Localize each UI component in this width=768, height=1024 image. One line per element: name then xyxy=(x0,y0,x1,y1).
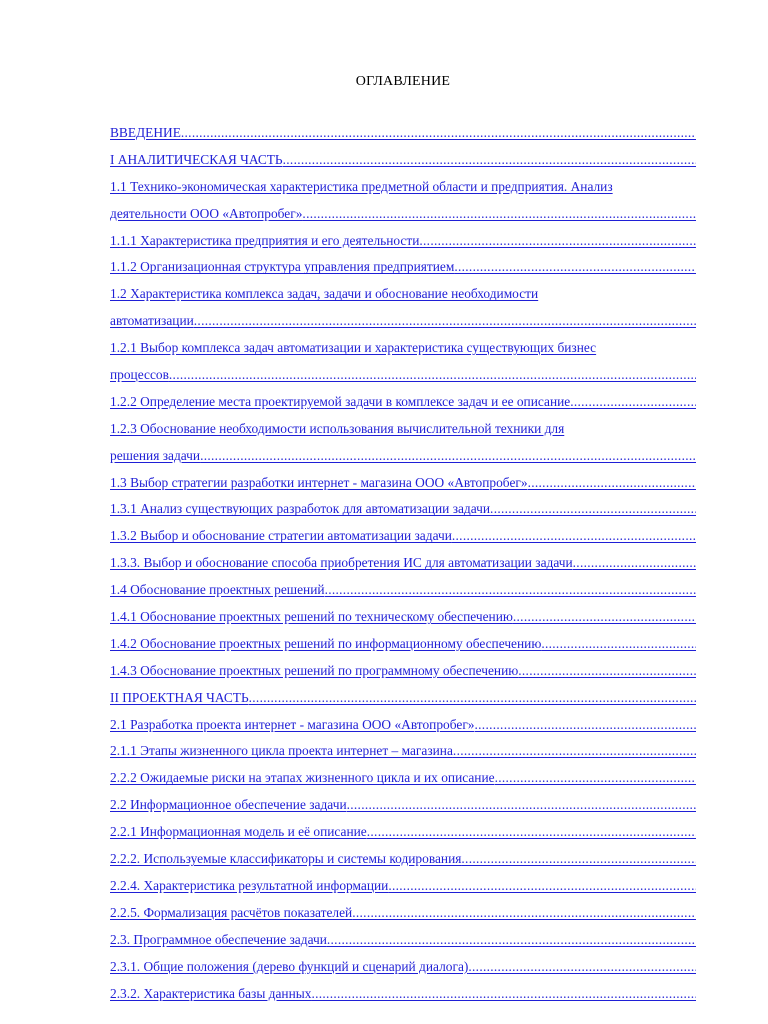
toc-entry-link[interactable] xyxy=(110,819,696,846)
toc-entry-link[interactable] xyxy=(110,981,696,1008)
toc-entry-text: 2.3.1. Общие положения (дерево функций и сценарий диалога) xyxy=(110,958,469,974)
toc-entry-text: 2.2.1 Информационная модель и её описание xyxy=(110,824,367,840)
toc-entry-text: 1.2.2 Определение места проектируемой задачи в комплексе задач и ее описание xyxy=(110,393,571,409)
toc-entry-link[interactable] xyxy=(110,362,696,389)
toc-entry-text: автоматизации xyxy=(110,313,194,329)
toc-dot-leader xyxy=(302,201,696,228)
toc-dot-leader xyxy=(461,846,696,873)
toc-entry-link[interactable] xyxy=(110,792,696,819)
toc-dot-leader xyxy=(352,900,696,927)
toc-entry-link[interactable]: 1.2.1 Выбор комплекса задач автоматизации и характеристика существующих бизнес xyxy=(110,340,597,356)
toc-dot-leader xyxy=(495,765,696,792)
toc-entry-link[interactable] xyxy=(110,631,696,658)
toc-entry-text: решения задачи xyxy=(110,447,201,463)
toc-dot-leader xyxy=(454,254,696,281)
toc-entry-text: II ПРОЕКТНАЯ ЧАСТЬ xyxy=(110,689,249,705)
toc-entry-text: 1.4.2 Обоснование проектных решений по информационному обеспечению xyxy=(110,635,542,651)
toc-dot-leader xyxy=(468,954,696,981)
toc-entry-link[interactable] xyxy=(110,308,696,335)
toc-entry-link[interactable] xyxy=(110,954,696,981)
toc-entry-text: ВВЕДЕНИЕ xyxy=(110,125,181,140)
toc-entry-text: 1.4.1 Обоснование проектных решений по техническому обеспечению xyxy=(110,609,513,625)
toc-entry-link[interactable] xyxy=(110,577,696,604)
toc-entry-text: деятельности ООО «Автопробег» xyxy=(110,205,303,221)
toc-entry-text: 1.3.3. Выбор и обоснование способа приобретения ИС для автоматизации задачи xyxy=(110,555,573,571)
toc-entry-link[interactable] xyxy=(110,496,696,523)
toc-entry-link[interactable]: 1.2.3 Обоснование необходимости использования вычислительной техники для xyxy=(110,420,565,436)
toc-entry-link[interactable] xyxy=(110,604,696,631)
toc-entry-text: процессов xyxy=(110,367,169,383)
toc-entry-text: 1.3 Выбор стратегии разработки интернет - магазина ООО «Автопробег» xyxy=(110,474,528,490)
toc-entry-link[interactable] xyxy=(110,550,696,577)
toc-dot-leader xyxy=(181,120,696,147)
toc-entry-link[interactable] xyxy=(110,685,696,712)
toc-entry-text: 2.2.4. Характеристика результатной информации xyxy=(110,877,389,893)
toc-entry-text: 2.2.2. Используемые классификаторы и системы кодирования xyxy=(110,851,462,867)
toc-entry-link[interactable] xyxy=(110,228,696,255)
toc-entry-link[interactable] xyxy=(110,254,696,281)
toc-entry-link[interactable] xyxy=(110,765,696,792)
toc-entry-text: 2.2.2 Ожидаемые риски на этапах жизненного цикла и их описание xyxy=(110,770,495,786)
toc-dot-leader xyxy=(169,362,696,389)
toc-dot-leader xyxy=(573,550,696,577)
toc-dot-leader xyxy=(327,927,696,954)
toc-entry-link[interactable] xyxy=(110,846,696,873)
toc-dot-leader xyxy=(367,819,696,846)
toc-entry-text: 1.3.2 Выбор и обоснование стратегии автоматизации задачи xyxy=(110,528,452,544)
toc-entry-text: 1.4 Обоснование проектных решений xyxy=(110,582,325,598)
toc-entry-link[interactable] xyxy=(110,712,696,739)
toc-entry-link[interactable] xyxy=(110,470,696,497)
toc-dot-leader xyxy=(570,389,696,416)
toc-entry-link[interactable] xyxy=(110,658,696,685)
toc-dot-leader xyxy=(194,308,696,335)
toc-entry-link[interactable] xyxy=(110,927,696,954)
toc-entry-text: 2.1.1 Этапы жизненного цикла проекта интернет – магазина xyxy=(110,743,453,759)
toc-entry-text: 1.3.1 Анализ существующих разработок для автоматизации задачи xyxy=(110,501,491,517)
toc-entry-link[interactable] xyxy=(110,389,696,416)
toc-entry-link[interactable] xyxy=(110,523,696,550)
toc-entry-text: 1.1.2 Организационная структура управления предприятием xyxy=(110,259,455,275)
toc-entry-link[interactable] xyxy=(110,738,696,765)
toc-entry-link[interactable] xyxy=(110,120,696,147)
toc-entry-text: 2.3. Программное обеспечение задачи xyxy=(110,931,327,947)
toc-entry-text: 2.1 Разработка проекта интернет - магазина ООО «Автопробег» xyxy=(110,716,475,732)
toc-heading: ОГЛАВЛЕНИЕ xyxy=(355,74,451,89)
toc-entry-link[interactable]: 1.2 Характеристика комплекса задач, задачи и обоснование необходимости xyxy=(110,286,539,302)
toc-dot-leader xyxy=(325,577,696,604)
toc-dot-leader xyxy=(528,470,696,497)
toc-entry-link[interactable] xyxy=(110,147,696,174)
toc-dot-leader xyxy=(541,631,696,658)
toc-dot-leader xyxy=(475,712,696,739)
toc-entry-text: 1.4.3 Обоснование проектных решений по программному обеспечению xyxy=(110,662,519,678)
toc-dot-leader xyxy=(490,496,696,523)
toc-entry-text: I АНАЛИТИЧЕСКАЯ ЧАСТЬ xyxy=(110,151,283,167)
toc-entry-link[interactable] xyxy=(110,443,696,470)
toc-dot-leader xyxy=(518,658,696,685)
toc-dot-leader xyxy=(200,443,696,470)
toc-entry-text: 2.2 Информационное обеспечение задачи xyxy=(110,797,347,813)
toc-entry-text: 1.1.1 Характеристика предприятия и его деятельности xyxy=(110,232,420,248)
toc-dot-leader xyxy=(347,792,696,819)
toc-dot-leader xyxy=(452,523,696,550)
toc-dot-leader xyxy=(513,604,696,631)
toc-entry-link[interactable]: 1.1 Технико-экономическая характеристика предметной области и предприятия. Анализ xyxy=(110,178,613,194)
toc-dot-leader xyxy=(249,685,696,712)
toc-entry-text: 2.3.2. Характеристика базы данных xyxy=(110,985,312,1001)
toc-entry-text: 2.2.5. Формализация расчётов показателей xyxy=(110,904,353,920)
toc-dot-leader xyxy=(283,147,696,174)
toc-dot-leader xyxy=(311,981,696,1008)
toc-dot-leader xyxy=(453,738,696,765)
table-of-contents xyxy=(110,120,696,1007)
toc-dot-leader xyxy=(419,228,696,255)
toc-entry-link[interactable] xyxy=(110,201,696,228)
toc-entry-link[interactable] xyxy=(110,873,696,900)
toc-entry-link[interactable] xyxy=(110,900,696,927)
toc-dot-leader xyxy=(388,873,696,900)
